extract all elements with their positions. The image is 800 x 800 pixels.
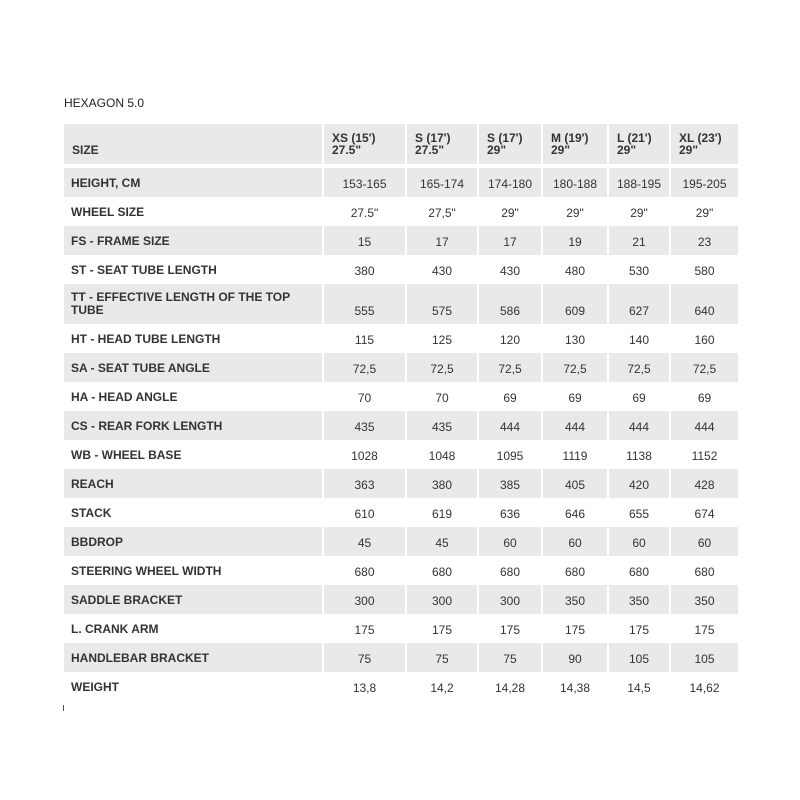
row-label: CS - REAR FORK LENGTH	[64, 411, 322, 440]
table-cell: 680	[669, 556, 738, 585]
table-cell: 69	[541, 382, 607, 411]
table-cell: 174-180	[477, 168, 541, 197]
table-cell: 17	[405, 226, 477, 255]
table-cell: 14,38	[541, 672, 607, 701]
table-cell: 428	[669, 469, 738, 498]
table-cell: 60	[477, 527, 541, 556]
table-cell: 1028	[322, 440, 405, 469]
table-cell: 188-195	[607, 168, 669, 197]
row-label: SA - SEAT TUBE ANGLE	[64, 353, 322, 382]
table-row	[64, 324, 738, 353]
table-cell: 69	[669, 382, 738, 411]
table-cell: 680	[541, 556, 607, 585]
table-cell: 175	[322, 614, 405, 643]
table-cell: 60	[669, 527, 738, 556]
table-cell: 27.5"	[322, 197, 405, 226]
table-cell: 14,28	[477, 672, 541, 701]
table-row	[64, 527, 738, 556]
table-row	[64, 382, 738, 411]
table-cell: 70	[322, 382, 405, 411]
table-cell: 140	[607, 324, 669, 353]
table-cell: 420	[607, 469, 669, 498]
table-cell: 640	[669, 284, 738, 324]
table-cell: 609	[541, 284, 607, 324]
table-cell: 674	[669, 498, 738, 527]
table-cell: 125	[405, 324, 477, 353]
size-name: S (17')	[487, 131, 523, 145]
size-column-header	[541, 124, 607, 168]
table-cell: 444	[669, 411, 738, 440]
size-name: M (19')	[551, 131, 589, 145]
table-cell: 14,2	[405, 672, 477, 701]
table-cell: 350	[541, 585, 607, 614]
table-row	[64, 643, 738, 672]
row-label: HT - HEAD TUBE LENGTH	[71, 331, 221, 346]
table-cell: 45	[405, 527, 477, 556]
page-title: HEXAGON 5.0	[64, 96, 145, 110]
table-cell: 105	[669, 643, 738, 672]
table-cell: 175	[405, 614, 477, 643]
table-cell: 444	[607, 411, 669, 440]
size-name: XS (15')	[332, 131, 376, 145]
table-cell: 175	[607, 614, 669, 643]
table-row	[64, 284, 738, 324]
table-row	[64, 556, 738, 585]
size-wheel: 29"	[487, 143, 507, 157]
divider-mark	[63, 705, 64, 711]
table-cell: 300	[477, 585, 541, 614]
table-row	[64, 255, 738, 284]
table-cell: 380	[405, 469, 477, 498]
table-cell: 120	[477, 324, 541, 353]
row-label: ST - SEAT TUBE LENGTH	[71, 262, 217, 277]
row-label: HEIGHT, CM	[64, 168, 322, 197]
table-cell: 444	[477, 411, 541, 440]
table-cell: 530	[607, 255, 669, 284]
table-row	[64, 498, 738, 527]
table-cell: 175	[477, 614, 541, 643]
table-cell: 175	[669, 614, 738, 643]
row-label: WEIGHT	[71, 679, 119, 694]
table-cell: 45	[322, 527, 405, 556]
table-cell: 580	[669, 255, 738, 284]
table-cell: 480	[541, 255, 607, 284]
table-cell: 435	[322, 411, 405, 440]
table-row	[64, 585, 738, 614]
table-cell: 69	[607, 382, 669, 411]
table-row	[64, 672, 738, 701]
table-cell: 130	[541, 324, 607, 353]
table-cell: 15	[322, 226, 405, 255]
table-cell: 575	[405, 284, 477, 324]
row-label: STEERING WHEEL WIDTH	[71, 563, 222, 578]
table-cell: 29"	[669, 197, 738, 226]
table-cell: 380	[322, 255, 405, 284]
table-cell: 444	[541, 411, 607, 440]
table-cell: 75	[322, 643, 405, 672]
table-cell: 586	[477, 284, 541, 324]
table-cell: 75	[405, 643, 477, 672]
table-cell: 435	[405, 411, 477, 440]
table-row	[64, 226, 738, 255]
size-header-label: SIZE	[64, 124, 322, 168]
row-label: WHEEL SIZE	[71, 204, 145, 219]
row-label: WB - WHEEL BASE	[71, 447, 182, 462]
table-row	[64, 353, 738, 382]
table-cell: 646	[541, 498, 607, 527]
table-cell: 29"	[541, 197, 607, 226]
table-cell: 1138	[607, 440, 669, 469]
table-cell: 350	[669, 585, 738, 614]
row-label: STACK	[71, 505, 112, 520]
table-cell: 29"	[607, 197, 669, 226]
table-cell: 115	[322, 324, 405, 353]
table-cell: 655	[607, 498, 669, 527]
row-label: TT - EFFECTIVE LENGTH OF THE TOP TUBE	[64, 284, 322, 324]
table-cell: 29"	[477, 197, 541, 226]
table-cell: 19	[541, 226, 607, 255]
size-wheel: 29"	[551, 143, 571, 157]
table-header-row	[64, 124, 738, 168]
size-column-header	[669, 124, 738, 168]
size-column-header	[322, 124, 405, 168]
table-cell: 610	[322, 498, 405, 527]
row-label: HANDLEBAR BRACKET	[64, 643, 322, 672]
size-name: XL (23')	[679, 131, 722, 145]
table-cell: 72,5	[322, 353, 405, 382]
table-cell: 1119	[541, 440, 607, 469]
table-cell: 27,5"	[405, 197, 477, 226]
table-cell: 1048	[405, 440, 477, 469]
table-cell: 70	[405, 382, 477, 411]
row-label: REACH	[64, 469, 322, 498]
table-cell: 23	[669, 226, 738, 255]
geometry-table	[64, 124, 738, 701]
table-cell: 17	[477, 226, 541, 255]
size-column-header	[607, 124, 669, 168]
table-cell: 69	[477, 382, 541, 411]
table-row	[64, 469, 738, 498]
table-cell: 75	[477, 643, 541, 672]
table-cell: 72,5	[541, 353, 607, 382]
table-row	[64, 614, 738, 643]
table-row	[64, 411, 738, 440]
table-cell: 180-188	[541, 168, 607, 197]
size-name: S (17')	[415, 131, 451, 145]
table-cell: 300	[405, 585, 477, 614]
row-label: HA - HEAD ANGLE	[71, 389, 178, 404]
table-cell: 14,62	[669, 672, 738, 701]
table-row	[64, 197, 738, 226]
size-column-header	[477, 124, 541, 168]
row-label: SADDLE BRACKET	[64, 585, 322, 614]
table-cell: 430	[405, 255, 477, 284]
table-cell: 636	[477, 498, 541, 527]
table-cell: 60	[541, 527, 607, 556]
table-cell: 430	[477, 255, 541, 284]
size-wheel: 27.5"	[415, 143, 445, 157]
row-label: FS - FRAME SIZE	[64, 226, 322, 255]
size-name: L (21')	[617, 131, 652, 145]
table-cell: 13,8	[322, 672, 405, 701]
table-cell: 21	[607, 226, 669, 255]
table-cell: 350	[607, 585, 669, 614]
table-cell: 72,5	[477, 353, 541, 382]
table-cell: 363	[322, 469, 405, 498]
table-cell: 105	[607, 643, 669, 672]
table-cell: 680	[322, 556, 405, 585]
table-cell: 405	[541, 469, 607, 498]
table-cell: 195-205	[669, 168, 738, 197]
table-cell: 385	[477, 469, 541, 498]
size-wheel: 27.5"	[332, 143, 362, 157]
table-cell: 680	[477, 556, 541, 585]
table-cell: 90	[541, 643, 607, 672]
table-cell: 160	[669, 324, 738, 353]
table-cell: 680	[607, 556, 669, 585]
table-cell: 165-174	[405, 168, 477, 197]
table-cell: 680	[405, 556, 477, 585]
table-cell: 300	[322, 585, 405, 614]
size-wheel: 29"	[679, 143, 699, 157]
table-cell: 555	[322, 284, 405, 324]
row-label: L. CRANK ARM	[71, 621, 159, 636]
table-cell: 175	[541, 614, 607, 643]
table-row	[64, 440, 738, 469]
table-cell: 14,5	[607, 672, 669, 701]
table-cell: 72,5	[669, 353, 738, 382]
row-label: BBDROP	[64, 527, 322, 556]
table-cell: 1095	[477, 440, 541, 469]
table-cell: 153-165	[322, 168, 405, 197]
table-row	[64, 168, 738, 197]
table-cell: 72,5	[405, 353, 477, 382]
size-column-header	[405, 124, 477, 168]
table-cell: 619	[405, 498, 477, 527]
table-cell: 1152	[669, 440, 738, 469]
table-cell: 60	[607, 527, 669, 556]
table-cell: 627	[607, 284, 669, 324]
size-wheel: 29"	[617, 143, 637, 157]
table-cell: 72,5	[607, 353, 669, 382]
